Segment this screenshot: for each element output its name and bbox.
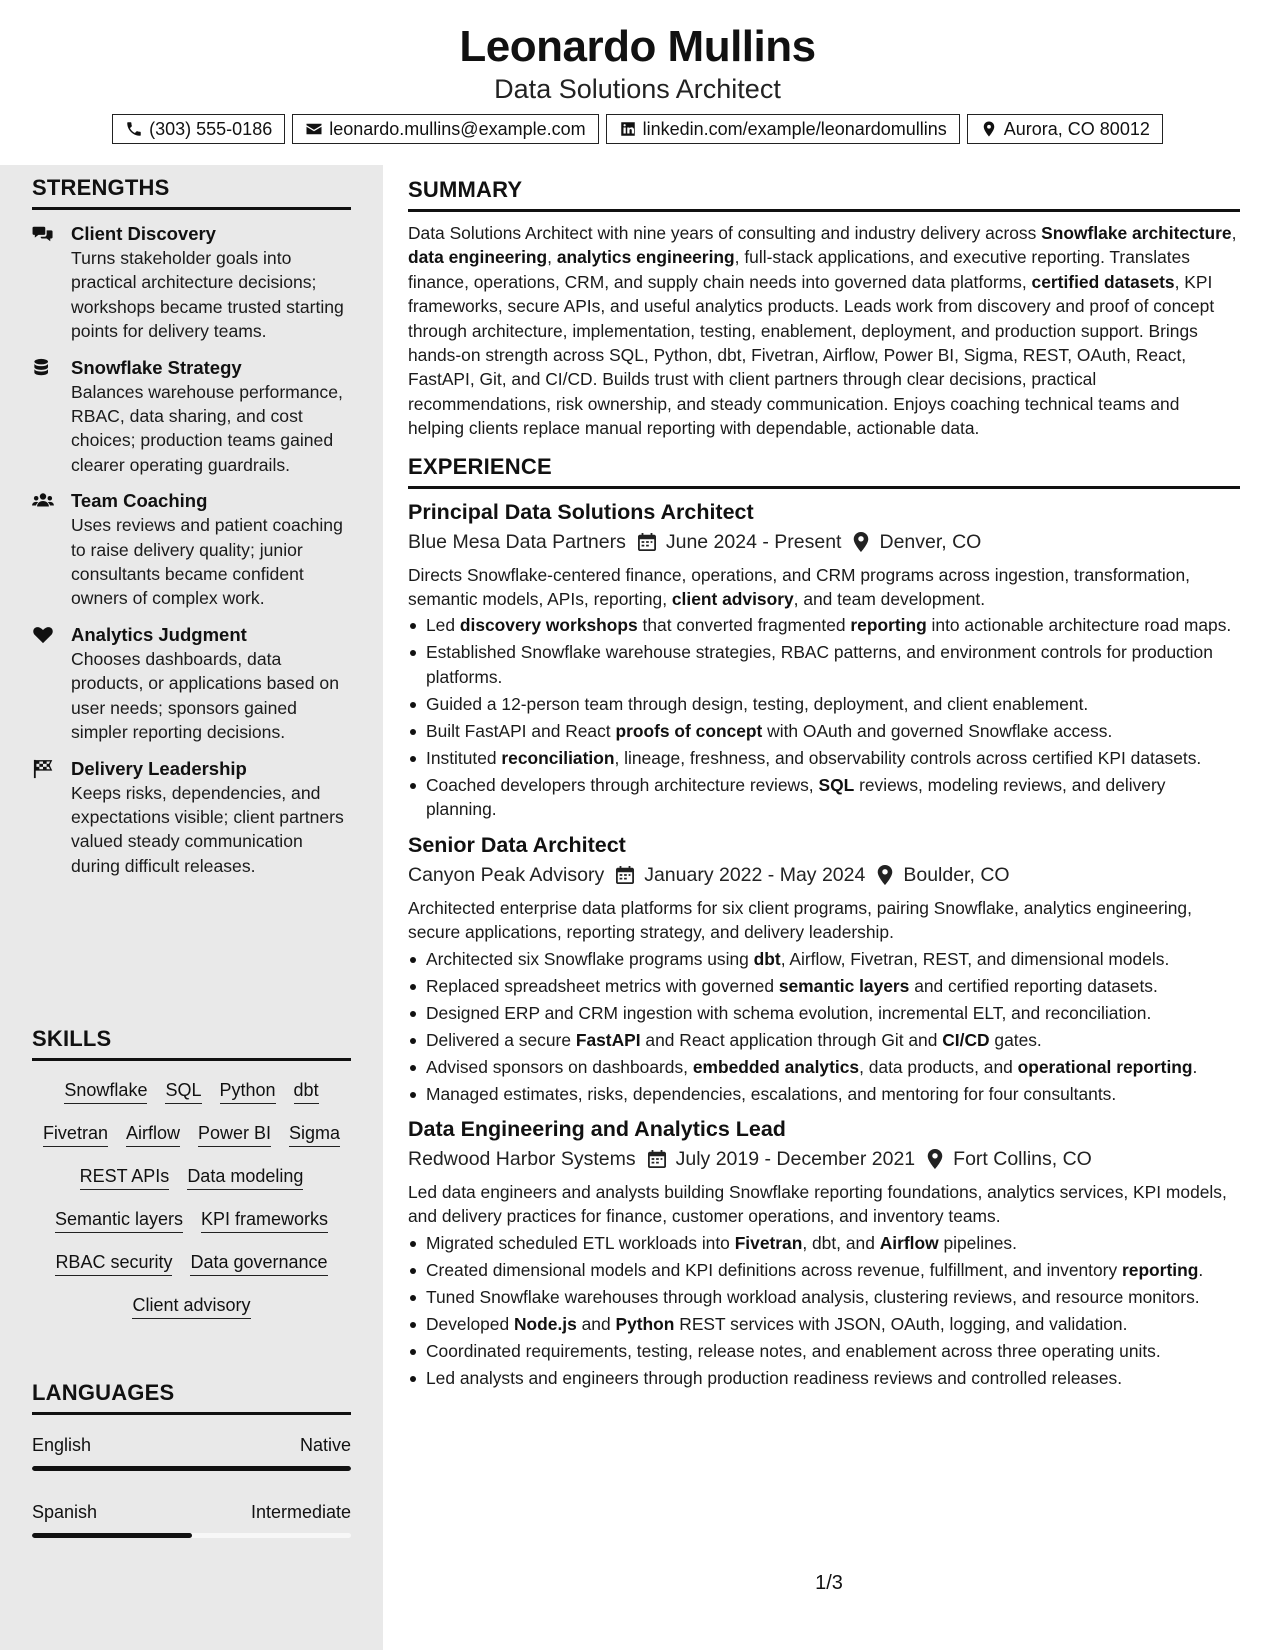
sidebar bbox=[0, 165, 383, 1650]
languages-heading: LANGUAGES bbox=[32, 1380, 351, 1415]
contact-linkedin[interactable] bbox=[606, 114, 960, 144]
job-bullets bbox=[408, 613, 1240, 821]
chat-bubbles-icon bbox=[32, 224, 56, 244]
language-item bbox=[32, 1434, 351, 1471]
experience-heading: EXPERIENCE bbox=[408, 454, 1240, 489]
linkedin-icon bbox=[619, 120, 637, 138]
location-pin-icon bbox=[927, 1149, 943, 1169]
job-location: Denver, CO bbox=[879, 530, 982, 553]
job-bullet: Led discovery workshops that converted fragmented reporting into actionable architecture road maps. bbox=[408, 613, 1240, 637]
contact-location bbox=[967, 114, 1163, 144]
strength-item bbox=[32, 489, 351, 611]
job-entry bbox=[408, 497, 1240, 822]
job-title: Principal Data Solutions Architect bbox=[408, 499, 754, 524]
strength-name: Snowflake Strategy bbox=[71, 356, 242, 378]
skill-tag: Client advisory bbox=[132, 1293, 250, 1319]
job-location: Boulder, CO bbox=[903, 863, 1010, 886]
skill-tag: Sigma bbox=[289, 1121, 340, 1147]
skills-list bbox=[32, 1078, 351, 1319]
skill-tag: Data governance bbox=[190, 1250, 327, 1276]
job-bullet: Delivered a secure FastAPI and React application through Git and CI/CD gates. bbox=[408, 1028, 1240, 1052]
strength-name: Team Coaching bbox=[71, 490, 208, 512]
job-bullet: Tuned Snowflake warehouses through workload analysis, clustering reviews, and resource monitors. bbox=[408, 1285, 1240, 1309]
location-pin-icon bbox=[853, 532, 869, 552]
job-bullet: Created dimensional models and KPI definitions across revenue, fulfillment, and inventory reporting. bbox=[408, 1258, 1240, 1282]
language-name: English bbox=[32, 1435, 92, 1455]
calendar-icon bbox=[616, 865, 634, 885]
languages-section bbox=[32, 1380, 351, 1538]
job-dates: July 2019 - December 2021 bbox=[675, 1147, 916, 1170]
users-icon bbox=[32, 491, 56, 511]
job-bullet: Built FastAPI and React proofs of concept with OAuth and governed Snowflake access. bbox=[408, 719, 1240, 743]
job-bullet: Guided a 12-person team through design, testing, deployment, and client enablement. bbox=[408, 692, 1240, 716]
strength-item bbox=[32, 356, 351, 478]
job-meta bbox=[408, 527, 1240, 557]
skill-tag: Python bbox=[220, 1078, 276, 1104]
experience-section bbox=[408, 454, 1240, 1390]
skill-tag: REST APIs bbox=[80, 1164, 170, 1190]
job-bullet: Migrated scheduled ETL workloads into Fivetran, dbt, and Airflow pipelines. bbox=[408, 1231, 1240, 1255]
job-entry bbox=[408, 830, 1240, 1106]
job-intro: Directs Snowflake-centered finance, operations, and CRM programs across ingestion, transformation, semantic models, APIs, reporting, client advisory, and team development. bbox=[408, 564, 1190, 610]
skill-tag: Fivetran bbox=[43, 1121, 108, 1147]
language-name: Spanish bbox=[32, 1502, 98, 1522]
skill-tag: dbt bbox=[294, 1078, 319, 1104]
location-pin-icon bbox=[877, 865, 893, 885]
contact-linkedin-text: linkedin.com/example/leonardomullins bbox=[642, 118, 947, 139]
job-bullets bbox=[408, 947, 1240, 1106]
contact-phone[interactable] bbox=[112, 114, 285, 144]
heart-icon bbox=[32, 625, 56, 645]
contact-email[interactable] bbox=[292, 114, 598, 144]
candidate-title: Data Solutions Architect bbox=[494, 74, 781, 104]
envelope-icon bbox=[305, 120, 323, 138]
job-bullet: Established Snowflake warehouse strategies, RBAC patterns, and environment controls for production platforms. bbox=[408, 640, 1240, 689]
strengths-section bbox=[32, 175, 351, 878]
language-proficiency-fill bbox=[32, 1466, 351, 1471]
strength-name: Delivery Leadership bbox=[71, 757, 247, 779]
strength-name: Analytics Judgment bbox=[71, 623, 247, 645]
strength-item bbox=[32, 623, 351, 745]
job-meta bbox=[408, 860, 1240, 890]
job-title: Senior Data Architect bbox=[408, 832, 626, 857]
skill-tag: KPI frameworks bbox=[201, 1207, 328, 1233]
language-proficiency-bar bbox=[32, 1466, 351, 1471]
job-dates: January 2022 - May 2024 bbox=[644, 863, 866, 886]
page-number: 1/3 bbox=[815, 1572, 843, 1594]
job-meta bbox=[408, 1144, 1240, 1174]
job-bullet: Replaced spreadsheet metrics with governed semantic layers and certified reporting datasets. bbox=[408, 974, 1240, 998]
skill-tag: Snowflake bbox=[64, 1078, 147, 1104]
language-level: Native bbox=[299, 1435, 351, 1455]
language-item bbox=[32, 1501, 351, 1538]
skill-tag: Airflow bbox=[126, 1121, 180, 1147]
checkered-flag-icon bbox=[32, 759, 56, 779]
skill-tag: Power BI bbox=[198, 1121, 271, 1147]
calendar-icon bbox=[648, 1149, 666, 1169]
summary-heading: SUMMARY bbox=[408, 177, 1240, 212]
strength-desc: Chooses dashboards, data products, or applications based on user needs; sponsors gained simpler reporting decisions. bbox=[71, 648, 339, 743]
resume-header bbox=[0, 0, 1275, 165]
job-entry bbox=[408, 1114, 1240, 1390]
job-company: Redwood Harbor Systems bbox=[408, 1147, 636, 1170]
job-bullet: Designed ERP and CRM ingestion with schema evolution, incremental ELT, and reconciliation. bbox=[408, 1001, 1240, 1025]
strengths-heading: STRENGTHS bbox=[32, 175, 351, 210]
job-intro: Architected enterprise data platforms for six client programs, pairing Snowflake, analytics engineering, secure applications, reporting strategy, and delivery leadership. bbox=[408, 897, 1192, 943]
skill-tag: Data modeling bbox=[187, 1164, 303, 1190]
language-proficiency-fill bbox=[32, 1533, 192, 1538]
job-bullet: Managed estimates, risks, dependencies, escalations, and mentoring for four consultants. bbox=[408, 1082, 1240, 1106]
job-bullet: Coordinated requirements, testing, release notes, and enablement across three operating units. bbox=[408, 1339, 1240, 1363]
job-bullet: Developed Node.js and Python REST services with JSON, OAuth, logging, and validation. bbox=[408, 1312, 1240, 1336]
summary-section bbox=[408, 177, 1240, 441]
job-intro: Led data engineers and analysts building Snowflake reporting foundations, analytics services, KPI models, and delivery practices for finance, customer operations, and inventory teams. bbox=[408, 1181, 1227, 1227]
job-company: Blue Mesa Data Partners bbox=[408, 530, 626, 553]
strength-desc: Turns stakeholder goals into practical architecture decisions; workshops became trusted starting points for delivery teams. bbox=[71, 248, 344, 342]
job-dates: June 2024 - Present bbox=[665, 530, 842, 553]
skills-heading: SKILLS bbox=[32, 1026, 351, 1061]
skill-tag: RBAC security bbox=[55, 1250, 172, 1276]
skill-tag: Semantic layers bbox=[55, 1207, 183, 1233]
contact-location-text: Aurora, CO 80012 bbox=[1003, 118, 1150, 139]
job-bullet: Architected six Snowflake programs using dbt, Airflow, Fivetran, REST, and dimensional models. bbox=[408, 947, 1240, 971]
language-proficiency-bar bbox=[32, 1533, 351, 1538]
job-bullet: Instituted reconciliation, lineage, freshness, and observability controls across certified KPI datasets. bbox=[408, 746, 1240, 770]
job-location: Fort Collins, CO bbox=[953, 1147, 1092, 1170]
strength-desc: Balances warehouse performance, RBAC, data sharing, and cost choices; production teams gained clearer operating guardrails. bbox=[71, 381, 343, 475]
job-bullet: Led analysts and engineers through production readiness reviews and controlled releases. bbox=[408, 1366, 1240, 1390]
phone-icon bbox=[125, 120, 143, 138]
database-icon bbox=[32, 358, 56, 378]
location-pin-icon bbox=[980, 120, 998, 138]
contact-bar bbox=[0, 114, 1275, 144]
skill-tag: SQL bbox=[165, 1078, 201, 1104]
main-content bbox=[408, 177, 1240, 1393]
candidate-name: Leonardo Mullins bbox=[459, 22, 816, 71]
job-bullets bbox=[408, 1231, 1240, 1390]
contact-email-text: leonardo.mullins@example.com bbox=[329, 118, 586, 139]
job-company: Canyon Peak Advisory bbox=[408, 863, 605, 886]
strength-desc: Uses reviews and patient coaching to raise delivery quality; junior consultants became confident owners of complex work. bbox=[71, 515, 343, 609]
job-bullet: Advised sponsors on dashboards, embedded analytics, data products, and operational reporting. bbox=[408, 1055, 1240, 1079]
contact-phone-text: (303) 555-0186 bbox=[149, 118, 273, 139]
language-level: Intermediate bbox=[250, 1502, 351, 1522]
strength-name: Client Discovery bbox=[71, 223, 216, 244]
calendar-icon bbox=[638, 532, 656, 552]
strength-item bbox=[32, 757, 351, 879]
summary-text: Data Solutions Architect with nine years of consulting and industry delivery across Snowflake architecture, data engineering, analytics engineering, full-stack applications, and executive reporting. Translates finance, operations, CRM, and supply chain needs into governed data platforms, certified datasets, KPI frameworks, secure APIs, and useful analytics products. Leads work from discovery and proof of concept through architecture, implementation, testing, enablement, deployment, and production support. Brings hands-on strength across SQL, Python, dbt, Fivetran, Airflow, Power BI, Sigma, REST, OAuth, React, FastAPI, Git, and CI/CD. Builds trust with client partners through clear decisions, practical recommendations, risk ownership, and steady communication. Enjoys coaching technical teams and helping clients replace manual reporting with dependable, actionable data. bbox=[408, 223, 1237, 439]
skills-section bbox=[32, 1026, 351, 1319]
strength-item bbox=[32, 222, 351, 344]
job-bullet: Coached developers through architecture reviews, SQL reviews, modeling reviews, and delivery planning. bbox=[408, 773, 1240, 822]
job-title: Data Engineering and Analytics Lead bbox=[408, 1116, 786, 1141]
strength-desc: Keeps risks, dependencies, and expectations visible; client partners valued steady communication during difficult releases. bbox=[71, 782, 344, 876]
